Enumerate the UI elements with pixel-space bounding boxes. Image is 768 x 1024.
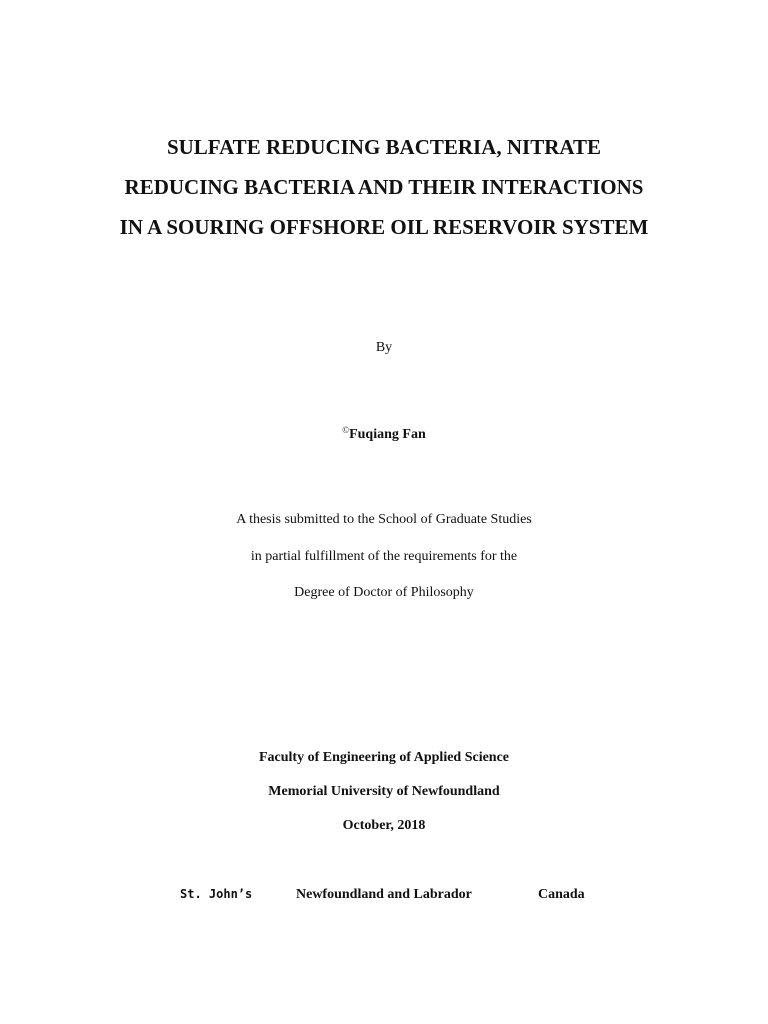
location-city: St. John’s xyxy=(180,887,253,901)
title-line-1: SULFATE REDUCING BACTERIA, NITRATE xyxy=(166,135,602,159)
location-province: Newfoundland and Labrador xyxy=(296,887,472,902)
university: Memorial University of Newfoundland xyxy=(268,784,500,799)
title-line-2: REDUCING BACTERIA AND THEIR INTERACTIONS xyxy=(124,175,644,199)
author xyxy=(0,425,768,443)
by-label: By xyxy=(375,340,393,355)
author-name: Fuqiang Fan xyxy=(349,427,426,442)
statement-line-1: A thesis submitted to the School of Graduate Studies xyxy=(236,512,532,527)
submission-date: October, 2018 xyxy=(342,818,426,833)
location-country: Canada xyxy=(538,887,585,902)
copyright-symbol: © xyxy=(342,425,350,435)
title-line-3: IN A SOURING OFFSHORE OIL RESERVOIR SYSTEM xyxy=(119,215,649,239)
faculty: Faculty of Engineering of Applied Science xyxy=(258,750,510,765)
statement-line-2: in partial fulfillment of the requirements for the xyxy=(250,549,518,564)
statement-line-3: Degree of Doctor of Philosophy xyxy=(294,585,474,600)
